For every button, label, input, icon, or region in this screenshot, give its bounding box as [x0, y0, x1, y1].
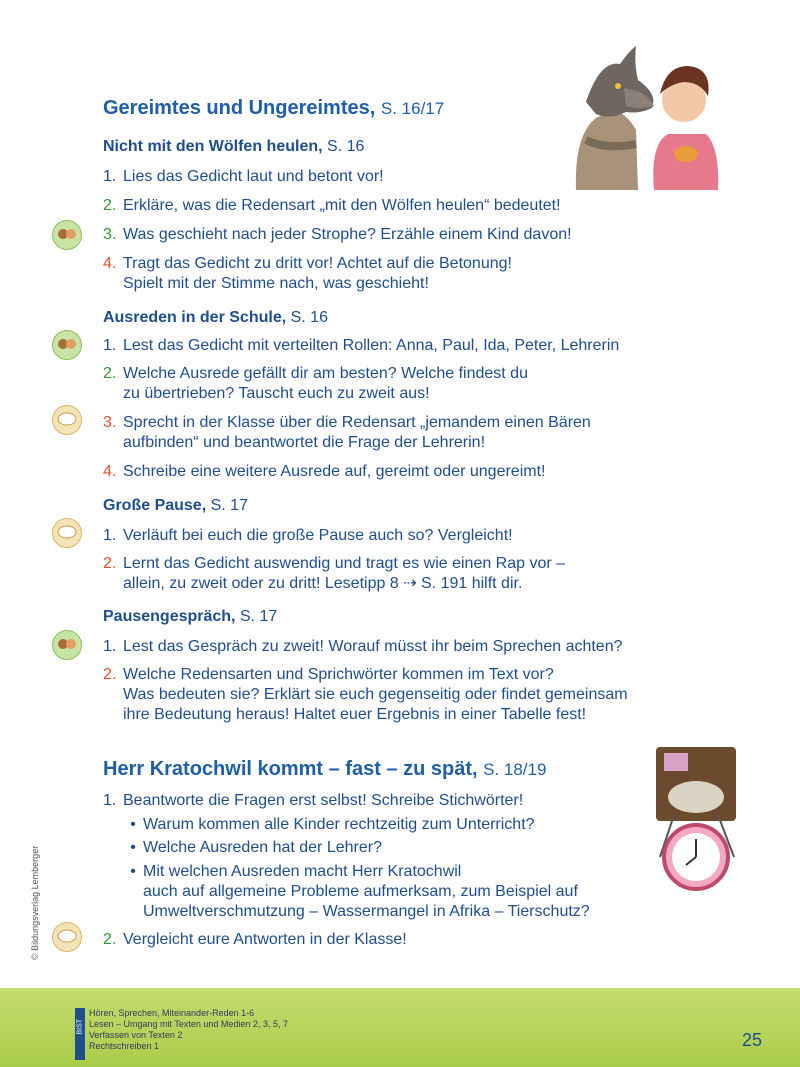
bullet-text: Warum kommen alle Kinder rechtzeitig zum Unterricht?	[143, 816, 535, 833]
page-number: 25	[742, 1030, 763, 1050]
task-text: Beantworte die Fragen erst selbst! Schreibe Stichwörter!	[123, 792, 524, 809]
task-number: 3.	[103, 226, 117, 243]
standards-line: Rechtschreiben 1	[89, 1041, 160, 1051]
subsection-pages: S. 16	[327, 138, 365, 155]
task-text-continued: ihre Bedeutung heraus! Haltet euer Ergebnis in einer Tabelle fest!	[123, 706, 587, 723]
subsection-title-ausreden	[103, 309, 328, 327]
task-number: 1.	[103, 527, 117, 544]
task-ausreden-4	[103, 462, 545, 482]
bist-badge	[75, 1008, 85, 1060]
task-text: Lest das Gedicht mit verteilten Rollen: Anna, Paul, Ida, Peter, Lehrerin	[123, 337, 620, 354]
task-ausreden-1	[103, 336, 619, 356]
standards-line: Verfassen von Texten 2	[89, 1030, 183, 1040]
task-text: Erkläre, was die Redensart „mit den Wölfen heulen“ bedeutet!	[123, 197, 561, 214]
section-title-gereimtes	[103, 97, 444, 120]
task-text-continued: aufbinden“ und beantwortet die Frage der Lehrerin!	[123, 434, 486, 451]
task-text: Lernt das Gedicht auswendig und tragt es wie einen Rap vor –	[123, 555, 566, 572]
subsection-pages: S. 17	[210, 497, 248, 514]
task-number: 1.	[103, 168, 117, 185]
task-text: Lies das Gedicht laut und betont vor!	[123, 168, 384, 185]
wolf-and-child-illustration	[566, 40, 726, 190]
task-pausengespraech-1	[103, 637, 623, 657]
bullet-text-continued: Umweltverschmutzung – Wassermangel in Afrika – Tierschutz?	[143, 903, 590, 920]
standards-list	[89, 1008, 288, 1052]
subsection-title-text: Große Pause,	[103, 497, 207, 514]
subsection-pages: S. 16	[290, 309, 328, 326]
task-number: 1.	[103, 792, 117, 809]
section-title-kratochwil	[103, 758, 546, 781]
clock-illustration	[650, 745, 742, 893]
bist-badge-label: BIST	[76, 1018, 84, 1035]
bullet-dot: •	[130, 839, 136, 856]
class-discussion-icon	[52, 922, 82, 952]
subsection-title-pause	[103, 497, 248, 515]
bullet-item-3	[123, 862, 590, 922]
task-ausreden-3	[103, 413, 591, 453]
bullet-item-2	[123, 838, 382, 858]
class-discussion-icon	[52, 405, 82, 435]
section-title-text: Gereimtes und Ungereimtes,	[103, 97, 376, 119]
bullet-dot: •	[130, 816, 136, 833]
task-text: Tragt das Gedicht zu dritt vor! Achtet auf die Betonung!	[123, 255, 512, 272]
task-number: 4.	[103, 255, 117, 272]
standards-line: Lesen – Umgang mit Texten und Medien 2, 3, 5, 7	[89, 1019, 288, 1029]
task-text: Was geschieht nach jeder Strophe? Erzähle einem Kind davon!	[123, 226, 572, 243]
bullet-text: Mit welchen Ausreden macht Herr Kratochwil	[143, 863, 462, 880]
section-title-text: Herr Kratochwil kommt – fast – zu spät,	[103, 758, 478, 780]
task-text: Welche Ausrede gefällt dir am besten? Welche findest du	[123, 365, 528, 382]
subsection-title-text: Nicht mit den Wölfen heulen,	[103, 138, 323, 155]
task-woelfen-3	[103, 225, 572, 245]
bullet-text-continued: auch auf allgemeine Probleme aufmerksam, zum Beispiel auf	[143, 883, 578, 900]
task-number: 2.	[103, 197, 117, 214]
bullet-item-1	[123, 815, 535, 835]
pair-work-icon	[52, 330, 82, 360]
subsection-title-woelfen	[103, 138, 364, 156]
task-number: 2.	[103, 555, 117, 572]
task-ausreden-2	[103, 364, 528, 404]
task-pausengespraech-2	[103, 665, 628, 725]
task-text-continued: zu übertrieben? Tauscht euch zu zweit aus!	[123, 385, 430, 402]
standards-line: Hören, Sprechen, Miteinander-Reden 1-6	[89, 1008, 255, 1018]
pair-work-icon	[52, 630, 82, 660]
task-woelfen-4	[103, 254, 512, 294]
task-kratochwil-1	[103, 791, 523, 811]
task-text: Schreibe eine weitere Ausrede auf, gereimt oder ungereimt!	[123, 463, 546, 480]
task-number: 2.	[103, 365, 117, 382]
copyright-notice: © Bildungsverlag Lemberger	[30, 845, 40, 960]
task-number: 4.	[103, 463, 117, 480]
task-text: Lest das Gespräch zu zweit! Worauf müsst ihr beim Sprechen achten?	[123, 638, 623, 655]
class-discussion-icon	[52, 518, 82, 548]
task-woelfen-2	[103, 196, 561, 216]
task-woelfen-1	[103, 167, 384, 187]
task-number: 2.	[103, 931, 117, 948]
pair-work-icon	[52, 220, 82, 250]
subsection-title-pausengespraech	[103, 608, 277, 626]
task-pause-2	[103, 554, 565, 594]
subsection-pages: S. 17	[239, 608, 278, 625]
task-pause-1	[103, 526, 513, 546]
task-text-continued: Was bedeuten sie? Erklärt sie euch gegenseitig oder findet gemeinsam	[123, 686, 628, 703]
task-number: 1.	[103, 638, 117, 655]
task-kratochwil-2	[103, 930, 407, 950]
task-text-continued: Spielt mit der Stimme nach, was geschieht!	[123, 275, 429, 292]
task-number: 3.	[103, 414, 117, 431]
subsection-title-text: Ausreden in der Schule,	[103, 309, 287, 326]
task-text: Vergleicht eure Antworten in der Klasse!	[123, 931, 407, 948]
task-text-continued: allein, zu zweit oder zu dritt! Lesetipp 8 ⇢ S. 191 hilft dir.	[123, 575, 523, 592]
task-text: Welche Redensarten und Sprichwörter kommen im Text vor?	[123, 666, 554, 683]
task-text: Verläuft bei euch die große Pause auch so? Vergleicht!	[123, 527, 513, 544]
task-number: 1.	[103, 337, 117, 354]
subsection-title-text: Pausengespräch,	[103, 608, 236, 625]
section-title-pages: S. 18/19	[483, 760, 547, 779]
section-title-pages: S. 16/17	[380, 99, 445, 118]
bullet-dot: •	[130, 863, 136, 880]
bullet-text: Welche Ausreden hat der Lehrer?	[143, 839, 382, 856]
task-text: Sprecht in der Klasse über die Redensart „jemandem einen Bären	[123, 414, 591, 431]
task-number: 2.	[103, 666, 117, 683]
